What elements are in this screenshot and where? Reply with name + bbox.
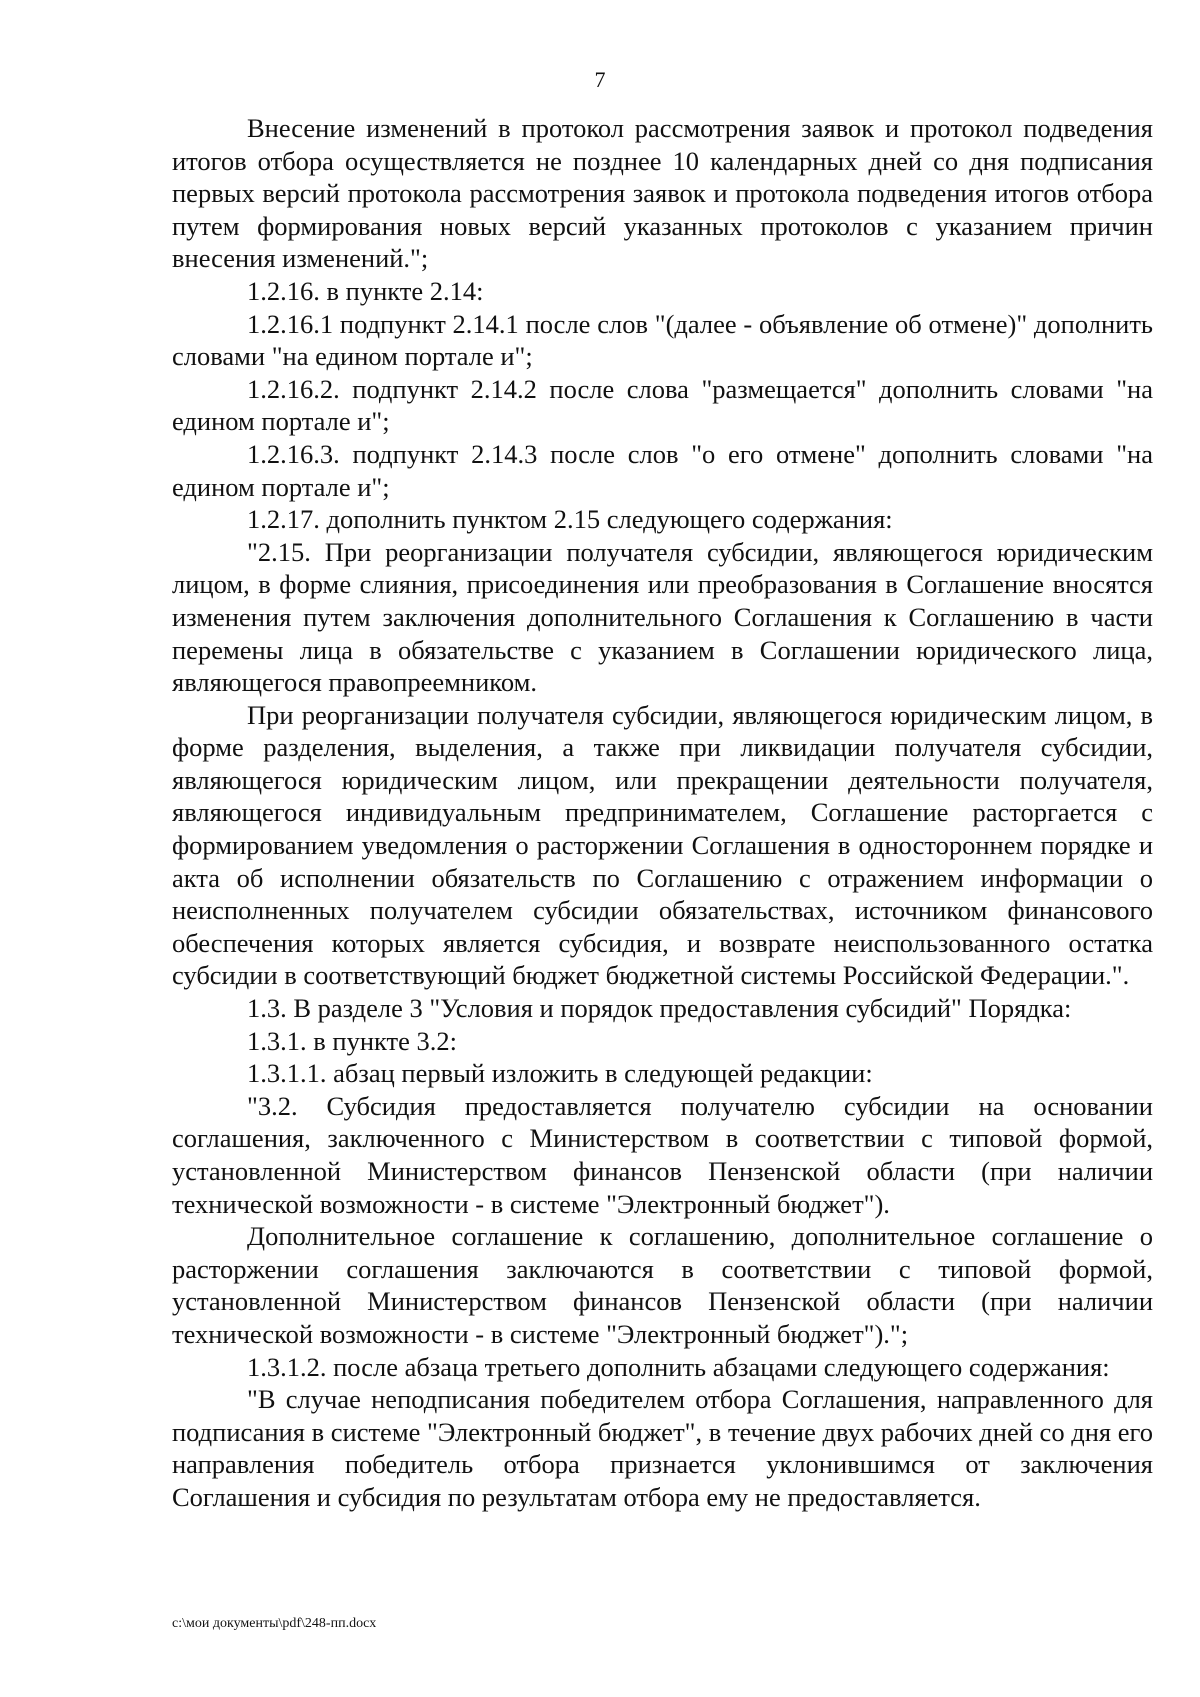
paragraph-1-3: 1.3. В разделе 3 "Условия и порядок предоставления субсидий" Порядка: (247, 993, 1072, 1024)
paragraph-additional-agreement: Дополнительное соглашение к соглашению, дополнительное соглашение о расторжении соглашения заключаются в соответствии с типовой формой, установленной Министерством финансов Пензенской области (при наличии технической возможности - в системе "Электронный бюджет")."; (172, 1221, 1153, 1349)
paragraph-1-2-16: 1.2.16. в пункте 2.14: (247, 275, 484, 306)
document-body (172, 112, 1153, 1514)
paragraph-3-2: "3.2. Субсидия предоставляется получателю субсидии на основании соглашения, заключенного с Министерством в соответствии с типовой формой, установленной Министерством финансов Пензенской области (при наличии технической возможности - в системе "Электронный бюджет"). (172, 1090, 1153, 1219)
paragraph-1-2-16-3: 1.2.16.3. подпункт 2.14.3 после слов "о его отмене" дополнить словами "на едином портале и"; (172, 438, 1153, 502)
paragraph-1-3-1-1: 1.3.1.1. абзац первый изложить в следующей редакции: (247, 1058, 873, 1089)
paragraph-1-2-16-1: 1.2.16.1 подпункт 2.14.1 после слов "(далее - объявление об отмене)" дополнить словами "на едином портале и"; (172, 308, 1153, 372)
page-number: 7 (594, 67, 606, 92)
paragraph-1-2-16-2: 1.2.16.2. подпункт 2.14.2 после слова "размещается" дополнить словами "на едином портале и"; (172, 373, 1153, 437)
paragraph-reorganization: При реорганизации получателя субсидии, являющегося юридическим лицом, в форме разделения, выделения, а также при ликвидации получателя субсидии, являющегося юридическим лицом, или прекращении деятельности получателя, являющегося индивидуальным предпринимателем, Соглашение расторгается с формированием уведомления о расторжении Соглашения в одностороннем порядке и акта об исполнении обязательств по Соглашению с отражением информации о неисполненных получателем субсидии обязательствах, источником финансового обеспечения которых является субсидия, и возврате неиспользованного остатка субсидии в соответствующий бюджет бюджетной системы Российской Федерации.". (172, 699, 1153, 991)
footer-file-path: c:\мои документы\pdf\248-пп.docx (172, 1616, 377, 1631)
paragraph-1-2-17: 1.2.17. дополнить пунктом 2.15 следующего содержания: (247, 504, 893, 535)
paragraph-1-3-1-2: 1.3.1.2. после абзаца третьего дополнить абзацами следующего содержания: (247, 1351, 1110, 1382)
paragraph-2-15: "2.15. При реорганизации получателя субсидии, являющегося юридическим лицом, в форме слияния, присоединения или преобразования в Соглашение вносятся изменения путем заключения дополнительного Соглашения к Соглашению в части перемены лица в обязательстве с указанием в Соглашении юридического лица, являющегося правопреемником. (172, 536, 1153, 698)
paragraph-1-3-1: 1.3.1. в пункте 3.2: (247, 1025, 457, 1056)
paragraph-protocol-changes: Внесение изменений в протокол рассмотрения заявок и протокол подведения итогов отбора осуществляется не позднее 10 календарных дней со дня подписания первых версий протокола рассмотрения заявок и протокола подведения итогов отбора путем формирования новых версий указанных протоколов с указанием причин внесения изменений."; (172, 113, 1153, 274)
paragraph-non-signing: "В случае неподписания победителем отбора Соглашения, направленного для подписания в системе "Электронный бюджет", в течение двух рабочих дней со дня его направления победитель отбора признается уклонившимся от заключения Соглашения и субсидия по результатам отбора ему не предоставляется. (172, 1384, 1153, 1512)
